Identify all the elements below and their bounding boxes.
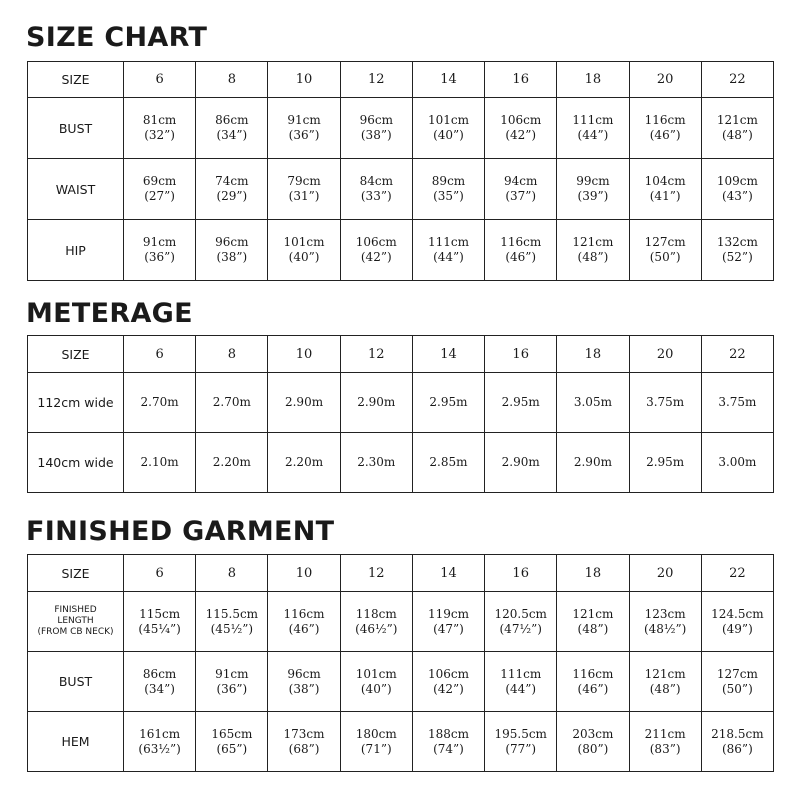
table-cell bbox=[412, 652, 484, 712]
metric-value: 91cm bbox=[287, 113, 321, 127]
table-cell bbox=[485, 98, 557, 159]
metric-value: 89cm bbox=[431, 174, 466, 188]
metric-value: 2.90m bbox=[573, 455, 612, 469]
imperial-value: (48”) bbox=[577, 621, 609, 636]
table-cell bbox=[268, 220, 340, 281]
size-header-label: SIZE bbox=[28, 336, 124, 373]
table-cell bbox=[268, 373, 340, 433]
imperial-value: (42”) bbox=[360, 250, 392, 264]
metric-value: 2.10m bbox=[140, 455, 179, 469]
table-cell bbox=[485, 652, 557, 712]
table-cell bbox=[629, 159, 701, 220]
table-cell bbox=[629, 98, 701, 159]
imperial-value: (48”) bbox=[721, 128, 753, 142]
metric-value: 121cm bbox=[572, 235, 614, 249]
metric-value: 96cm bbox=[287, 666, 321, 681]
imperial-value: (38”) bbox=[288, 681, 320, 696]
metric-value: 180cm bbox=[355, 726, 397, 741]
size-column-header: 20 bbox=[629, 555, 701, 592]
metric-value: 123cm bbox=[644, 606, 686, 621]
size-column-header: 8 bbox=[196, 336, 268, 373]
imperial-value: (50”) bbox=[721, 681, 753, 696]
row-label: HEM bbox=[28, 712, 124, 772]
metric-value: 2.90m bbox=[284, 395, 324, 409]
row-label: 112cm wide bbox=[28, 373, 124, 433]
table-cell bbox=[124, 433, 196, 493]
imperial-value: (46”) bbox=[577, 681, 609, 696]
table-cell bbox=[557, 592, 629, 652]
table-row bbox=[28, 592, 774, 652]
metric-value: 101cm bbox=[427, 113, 469, 127]
table-cell bbox=[485, 433, 557, 493]
table-cell bbox=[557, 159, 629, 220]
size-header-label: SIZE bbox=[28, 555, 124, 592]
table-cell bbox=[701, 652, 773, 712]
size-column-header: 6 bbox=[124, 336, 196, 373]
table-row bbox=[28, 433, 774, 493]
table-row bbox=[28, 652, 774, 712]
metric-value: 115cm bbox=[139, 606, 181, 621]
table-row bbox=[28, 98, 774, 159]
imperial-value: (46”) bbox=[505, 250, 537, 264]
table-cell bbox=[268, 592, 340, 652]
row-label-line: (FROM CB NECK) bbox=[37, 627, 114, 637]
table-cell bbox=[268, 652, 340, 712]
table-cell bbox=[196, 373, 268, 433]
table-cell bbox=[701, 712, 773, 772]
imperial-value: (34”) bbox=[144, 681, 175, 696]
imperial-value: (63½”) bbox=[138, 741, 181, 756]
metric-value: 2.20m bbox=[212, 455, 251, 469]
imperial-value: (45¼”) bbox=[138, 621, 181, 636]
table-cell bbox=[124, 159, 196, 220]
metric-value: 2.95m bbox=[429, 395, 468, 409]
header-row bbox=[28, 62, 774, 98]
imperial-value: (38”) bbox=[360, 128, 392, 142]
table-cell bbox=[340, 712, 412, 772]
size-column-header: 16 bbox=[485, 555, 557, 592]
table-cell bbox=[412, 433, 484, 493]
size-column-header: 22 bbox=[701, 62, 773, 98]
imperial-value: (42”) bbox=[433, 681, 464, 696]
imperial-value: (44”) bbox=[505, 681, 537, 696]
row-label-line: LENGTH bbox=[57, 616, 94, 626]
metric-value: 81cm bbox=[142, 113, 177, 127]
imperial-value: (40”) bbox=[360, 681, 392, 696]
metric-value: 111cm bbox=[427, 235, 469, 249]
size-column-header: 16 bbox=[485, 62, 557, 98]
metric-value: 124.5cm bbox=[711, 606, 764, 621]
imperial-value: (44”) bbox=[433, 250, 464, 264]
metric-value: 106cm bbox=[427, 666, 469, 681]
metric-value: 218.5cm bbox=[711, 726, 764, 741]
metric-value: 69cm bbox=[142, 174, 177, 188]
imperial-value: (41”) bbox=[649, 189, 681, 203]
table-cell bbox=[268, 98, 340, 159]
size-chart-table bbox=[27, 61, 774, 281]
meterage-title: METERAGE bbox=[26, 298, 193, 329]
finished-garment-table bbox=[27, 554, 774, 772]
metric-value: 115.5cm bbox=[205, 606, 259, 621]
table-cell bbox=[340, 373, 412, 433]
size-chart-title: SIZE CHART bbox=[26, 22, 208, 53]
size-column-header: 8 bbox=[196, 62, 268, 98]
size-column-header: 12 bbox=[340, 62, 412, 98]
metric-value: 195.5cm bbox=[494, 726, 547, 741]
imperial-value: (77”) bbox=[505, 741, 537, 756]
table-cell bbox=[629, 712, 701, 772]
metric-value: 116cm bbox=[500, 235, 542, 249]
table-cell bbox=[124, 712, 196, 772]
size-column-header: 20 bbox=[629, 336, 701, 373]
table-cell bbox=[557, 652, 629, 712]
metric-value: 106cm bbox=[500, 113, 542, 127]
metric-value: 109cm bbox=[716, 174, 758, 188]
table-cell bbox=[340, 592, 412, 652]
size-column-header: 18 bbox=[557, 336, 629, 373]
table-cell bbox=[412, 220, 484, 281]
finished-garment-title: FINISHED GARMENT bbox=[26, 516, 335, 547]
metric-value: 86cm bbox=[142, 666, 177, 681]
size-column-header: 6 bbox=[124, 555, 196, 592]
metric-value: 106cm bbox=[355, 235, 397, 249]
metric-value: 118cm bbox=[355, 606, 397, 621]
metric-value: 2.95m bbox=[646, 455, 685, 469]
table-cell bbox=[701, 373, 773, 433]
imperial-value: (44”) bbox=[577, 128, 609, 142]
table-cell bbox=[124, 592, 196, 652]
metric-value: 2.95m bbox=[501, 395, 540, 409]
size-column-header: 18 bbox=[557, 555, 629, 592]
metric-value: 86cm bbox=[215, 113, 249, 127]
metric-value: 74cm bbox=[215, 174, 249, 188]
imperial-value: (46”) bbox=[649, 128, 681, 142]
table-cell bbox=[701, 159, 773, 220]
table-cell bbox=[412, 712, 484, 772]
metric-value: 127cm bbox=[716, 666, 758, 681]
table-row bbox=[28, 220, 774, 281]
table-cell bbox=[557, 373, 629, 433]
imperial-value: (35”) bbox=[433, 189, 464, 203]
metric-value: 101cm bbox=[283, 235, 325, 249]
table-cell bbox=[485, 592, 557, 652]
row-label: WAIST bbox=[28, 159, 124, 220]
table-cell bbox=[124, 220, 196, 281]
metric-value: 211cm bbox=[644, 726, 686, 741]
size-column-header: 10 bbox=[268, 555, 340, 592]
metric-value: 188cm bbox=[427, 726, 469, 741]
imperial-value: (46”) bbox=[288, 621, 320, 636]
metric-value: 96cm bbox=[215, 235, 249, 249]
metric-value: 84cm bbox=[359, 174, 393, 188]
metric-value: 165cm bbox=[211, 726, 253, 741]
imperial-value: (33”) bbox=[360, 189, 392, 203]
size-column-header: 18 bbox=[557, 62, 629, 98]
size-column-header: 22 bbox=[701, 336, 773, 373]
metric-value: 121cm bbox=[716, 113, 758, 127]
row-label: BUST bbox=[28, 652, 124, 712]
imperial-value: (38”) bbox=[216, 250, 248, 264]
imperial-value: (80”) bbox=[577, 741, 609, 756]
metric-value: 2.85m bbox=[429, 455, 468, 469]
metric-value: 3.05m bbox=[573, 395, 612, 409]
table-cell bbox=[412, 159, 484, 220]
metric-value: 203cm bbox=[572, 726, 614, 741]
imperial-value: (42”) bbox=[505, 128, 537, 142]
row-label-line: FINISHED bbox=[54, 605, 97, 615]
metric-value: 3.00m bbox=[718, 455, 757, 469]
metric-value: 3.75m bbox=[646, 395, 685, 409]
header-row bbox=[28, 336, 774, 373]
metric-value: 121cm bbox=[644, 666, 686, 681]
imperial-value: (86”) bbox=[721, 741, 753, 756]
size-column-header: 8 bbox=[196, 555, 268, 592]
meterage-table bbox=[27, 335, 774, 493]
imperial-value: (68”) bbox=[288, 741, 320, 756]
table-cell bbox=[701, 592, 773, 652]
imperial-value: (27”) bbox=[144, 189, 175, 203]
metric-value: 2.90m bbox=[501, 455, 540, 469]
table-cell bbox=[124, 98, 196, 159]
size-column-header: 14 bbox=[412, 62, 484, 98]
size-column-header: 16 bbox=[485, 336, 557, 373]
metric-value: 120.5cm bbox=[494, 606, 547, 621]
size-column-header: 14 bbox=[412, 336, 484, 373]
imperial-value: (48½”) bbox=[643, 621, 687, 636]
header-row bbox=[28, 555, 774, 592]
table-cell bbox=[268, 433, 340, 493]
table-row bbox=[28, 712, 774, 772]
size-column-header: 22 bbox=[701, 555, 773, 592]
row-label bbox=[28, 592, 124, 652]
table-cell bbox=[124, 652, 196, 712]
metric-value: 111cm bbox=[572, 113, 614, 127]
imperial-value: (45½”) bbox=[210, 621, 254, 636]
metric-value: 2.30m bbox=[357, 455, 396, 469]
table-cell bbox=[196, 220, 268, 281]
metric-value: 99cm bbox=[576, 174, 610, 188]
table-cell bbox=[268, 159, 340, 220]
imperial-value: (46½”) bbox=[355, 621, 398, 636]
imperial-value: (31”) bbox=[288, 189, 320, 203]
table-cell bbox=[485, 159, 557, 220]
table-cell bbox=[196, 433, 268, 493]
imperial-value: (71”) bbox=[360, 741, 392, 756]
table-cell bbox=[485, 712, 557, 772]
metric-value: 2.70m bbox=[212, 395, 251, 409]
imperial-value: (48”) bbox=[577, 250, 609, 264]
size-column-header: 10 bbox=[268, 336, 340, 373]
imperial-value: (83”) bbox=[649, 741, 681, 756]
imperial-value: (34”) bbox=[216, 128, 248, 142]
metric-value: 111cm bbox=[500, 666, 542, 681]
table-cell bbox=[701, 433, 773, 493]
imperial-value: (52”) bbox=[721, 250, 753, 264]
metric-value: 3.75m bbox=[718, 395, 757, 409]
metric-value: 79cm bbox=[287, 174, 321, 188]
metric-value: 116cm bbox=[572, 666, 614, 681]
size-column-header: 20 bbox=[629, 62, 701, 98]
row-label: HIP bbox=[28, 220, 124, 281]
metric-value: 2.20m bbox=[284, 455, 324, 469]
metric-value: 119cm bbox=[427, 606, 469, 621]
metric-value: 127cm bbox=[644, 235, 686, 249]
table-cell bbox=[340, 98, 412, 159]
metric-value: 94cm bbox=[504, 174, 538, 188]
imperial-value: (37”) bbox=[505, 189, 537, 203]
table-cell bbox=[196, 159, 268, 220]
metric-value: 91cm bbox=[142, 235, 177, 249]
imperial-value: (32”) bbox=[144, 128, 175, 142]
table-cell bbox=[557, 98, 629, 159]
table-cell bbox=[701, 220, 773, 281]
metric-value: 2.70m bbox=[140, 395, 179, 409]
size-column-header: 6 bbox=[124, 62, 196, 98]
imperial-value: (36”) bbox=[216, 681, 248, 696]
table-cell bbox=[629, 652, 701, 712]
size-column-header: 12 bbox=[340, 336, 412, 373]
imperial-value: (49”) bbox=[721, 621, 753, 636]
table-cell bbox=[196, 98, 268, 159]
row-label: 140cm wide bbox=[28, 433, 124, 493]
table-cell bbox=[340, 433, 412, 493]
metric-value: 2.90m bbox=[357, 395, 396, 409]
metric-value: 173cm bbox=[283, 726, 325, 741]
table-cell bbox=[340, 652, 412, 712]
imperial-value: (39”) bbox=[577, 189, 609, 203]
size-column-header: 10 bbox=[268, 62, 340, 98]
table-cell bbox=[268, 712, 340, 772]
table-cell bbox=[340, 220, 412, 281]
table-cell bbox=[629, 433, 701, 493]
table-cell bbox=[485, 220, 557, 281]
table-cell bbox=[629, 592, 701, 652]
metric-value: 132cm bbox=[716, 235, 758, 249]
metric-value: 121cm bbox=[572, 606, 614, 621]
row-label: BUST bbox=[28, 98, 124, 159]
imperial-value: (40”) bbox=[433, 128, 464, 142]
table-cell bbox=[701, 98, 773, 159]
metric-value: 116cm bbox=[644, 113, 686, 127]
size-column-header: 12 bbox=[340, 555, 412, 592]
table-cell bbox=[412, 98, 484, 159]
table-cell bbox=[485, 373, 557, 433]
imperial-value: (48”) bbox=[649, 681, 681, 696]
imperial-value: (29”) bbox=[216, 189, 248, 203]
metric-value: 91cm bbox=[215, 666, 249, 681]
metric-value: 161cm bbox=[139, 726, 181, 741]
imperial-value: (65”) bbox=[216, 741, 248, 756]
table-cell bbox=[557, 712, 629, 772]
imperial-value: (47”) bbox=[433, 621, 464, 636]
table-cell bbox=[340, 159, 412, 220]
imperial-value: (36”) bbox=[144, 250, 175, 264]
size-column-header: 14 bbox=[412, 555, 484, 592]
size-header-label: SIZE bbox=[28, 62, 124, 98]
imperial-value: (40”) bbox=[288, 250, 320, 264]
table-cell bbox=[196, 712, 268, 772]
table-row bbox=[28, 373, 774, 433]
imperial-value: (36”) bbox=[288, 128, 320, 142]
table-cell bbox=[557, 220, 629, 281]
table-cell bbox=[557, 433, 629, 493]
metric-value: 104cm bbox=[644, 174, 686, 188]
table-cell bbox=[629, 373, 701, 433]
metric-value: 116cm bbox=[283, 606, 325, 621]
imperial-value: (74”) bbox=[433, 741, 464, 756]
table-cell bbox=[196, 592, 268, 652]
table-row bbox=[28, 159, 774, 220]
table-cell bbox=[412, 373, 484, 433]
imperial-value: (47½”) bbox=[499, 621, 542, 636]
table-cell bbox=[196, 652, 268, 712]
imperial-value: (50”) bbox=[649, 250, 681, 264]
table-cell bbox=[629, 220, 701, 281]
imperial-value: (43”) bbox=[721, 189, 753, 203]
metric-value: 96cm bbox=[359, 113, 393, 127]
table-cell bbox=[412, 592, 484, 652]
metric-value: 101cm bbox=[355, 666, 397, 681]
table-cell bbox=[124, 373, 196, 433]
